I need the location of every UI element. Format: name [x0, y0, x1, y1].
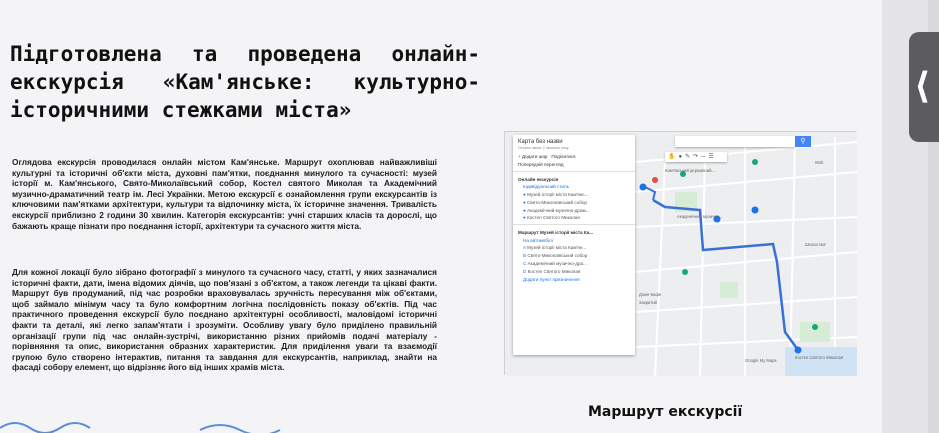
pin-icon: ●: [523, 199, 526, 205]
chevron-left-icon: ⟨: [914, 66, 931, 107]
pin-icon: ●: [523, 215, 526, 221]
map-layers-panel: [513, 135, 635, 355]
preview-link[interactable]: Попередній перегляд: [518, 162, 564, 168]
add-layer-link[interactable]: + Додати шар Поділитися: [518, 154, 576, 160]
side-panel-handle[interactable]: [909, 32, 939, 142]
add-destination-link[interactable]: Додати пункт призначення: [523, 276, 580, 282]
layer-2-item[interactable]: A Музей історії міста Кам'ян...: [523, 245, 587, 251]
layer-1-item[interactable]: ● Свято-Миколаївський собор: [523, 199, 587, 205]
layer-2-item[interactable]: D Костел Святого Миколая: [523, 268, 581, 274]
share-link[interactable]: Поділитися: [551, 154, 576, 160]
slide-title: Підготовлена та проведена онлайн-екскурсія «Кам'янське: культурно-історичними стежками міста»: [10, 42, 480, 122]
map-label-wolt: Wolt: [815, 160, 824, 165]
layer-2-item[interactable]: B Свято-Миколаївський собор: [523, 253, 588, 259]
map-screenshot: [504, 131, 856, 375]
map-label-dozhe: Доже-Кафе: [639, 292, 662, 297]
layer-2-item[interactable]: C Академічний музично-дра...: [523, 260, 587, 266]
map-search-button[interactable]: ⚲: [795, 136, 811, 147]
map-label-theatre: Академічний музично...: [677, 214, 723, 219]
layer-2-title[interactable]: Маршрут Музей історії міста Ка...: [518, 229, 594, 235]
paragraph-1: Оглядова екскурсія проводилася онлайн містом Кам'янське. Маршрут охоплював найважливіші культурні та історичні об'єкти міста, духовні пам'ятки, поєднання минулого та сучасності: музей історії м. Кам'янського, Свято-Миколаївський собор, Костел святого Миколая та Академічний музично-драматичний театр ім. Лесі Українки. Метою екскурсії є ознайомлення групи екскурсантів із ключовими пам'ятками архітектури, культури та відпочинку міста, їх історичне значення. Тривалість екскурсії приблизно 2 години 30 хвилин. Категорія екскурсантів: учні старших класів та дорослі, що бажають краще пізнати про поєднання історії, архітектури та сучасного життя міста.: [12, 157, 437, 231]
layer-1-style[interactable]: Індивідуальний стиль: [523, 184, 570, 190]
map-caption: Маршрут екскурсії: [588, 404, 743, 420]
map-label-top: Кам'янський державний...: [665, 168, 715, 173]
decorative-wave: [0, 418, 300, 433]
map-toolbar[interactable]: ✋●✎↷─☰: [665, 152, 727, 162]
map-label-closed: Закритий: [639, 300, 657, 305]
map-title[interactable]: Карта без назви: [518, 139, 563, 145]
paragraph-2: Для кожної локації було зібрано фотографії з минулого та сучасного часу, статті, у яких зазначалися історичні факти, дати, імена відомих діячів, що пов'язані з об'єктом, а також легенди та цікаві факти. Маршрут був продуманий, під час розробки враховувалась зручність пересування між об'єктами, щоб займало мінімум часу та було комфортним логічна послідовність показу об'єктів. Під час практичного проведення екскурсії було поєднано архітектурні особливості, маловідомі історичні факти та деталі, які легко запам'ятати і зрозуміти. Особливу увагу було приділено правильній організації групи під час онлайн-зустрічі, використанню різних прийомів подачі матеріалу - порівняння та опис, використання образних характеристик. Для приділення уваги та взаємодії групою було створено інтерактив, питання та завдання для екскурсантів, наприклад, знайти на фасаді собору елемент, що відрізняє його від інших храмів міста.: [12, 267, 437, 373]
layer-2-mode[interactable]: На автомобілі: [523, 237, 553, 243]
map-subtitle: Останні зміни: 2 хвилини тому: [518, 146, 569, 150]
map-label-kostel: Костел Святого Миколая: [795, 355, 844, 360]
layer-1-title[interactable]: Онлайн екскурсія: [518, 176, 559, 182]
layer-1-item[interactable]: ● Академічний музично-драм...: [523, 207, 590, 213]
map-label-school: Школа №2: [805, 242, 826, 247]
layer-1-item[interactable]: ● Костел Святого Миколая: [523, 215, 580, 221]
map-label-google: Google My Maps: [745, 358, 777, 363]
map-search-input[interactable]: [675, 136, 795, 147]
layer-1-item[interactable]: ● Музей історії міста Кам'янс...: [523, 192, 589, 198]
pin-icon: ●: [523, 207, 526, 213]
pin-icon: ●: [523, 192, 526, 198]
